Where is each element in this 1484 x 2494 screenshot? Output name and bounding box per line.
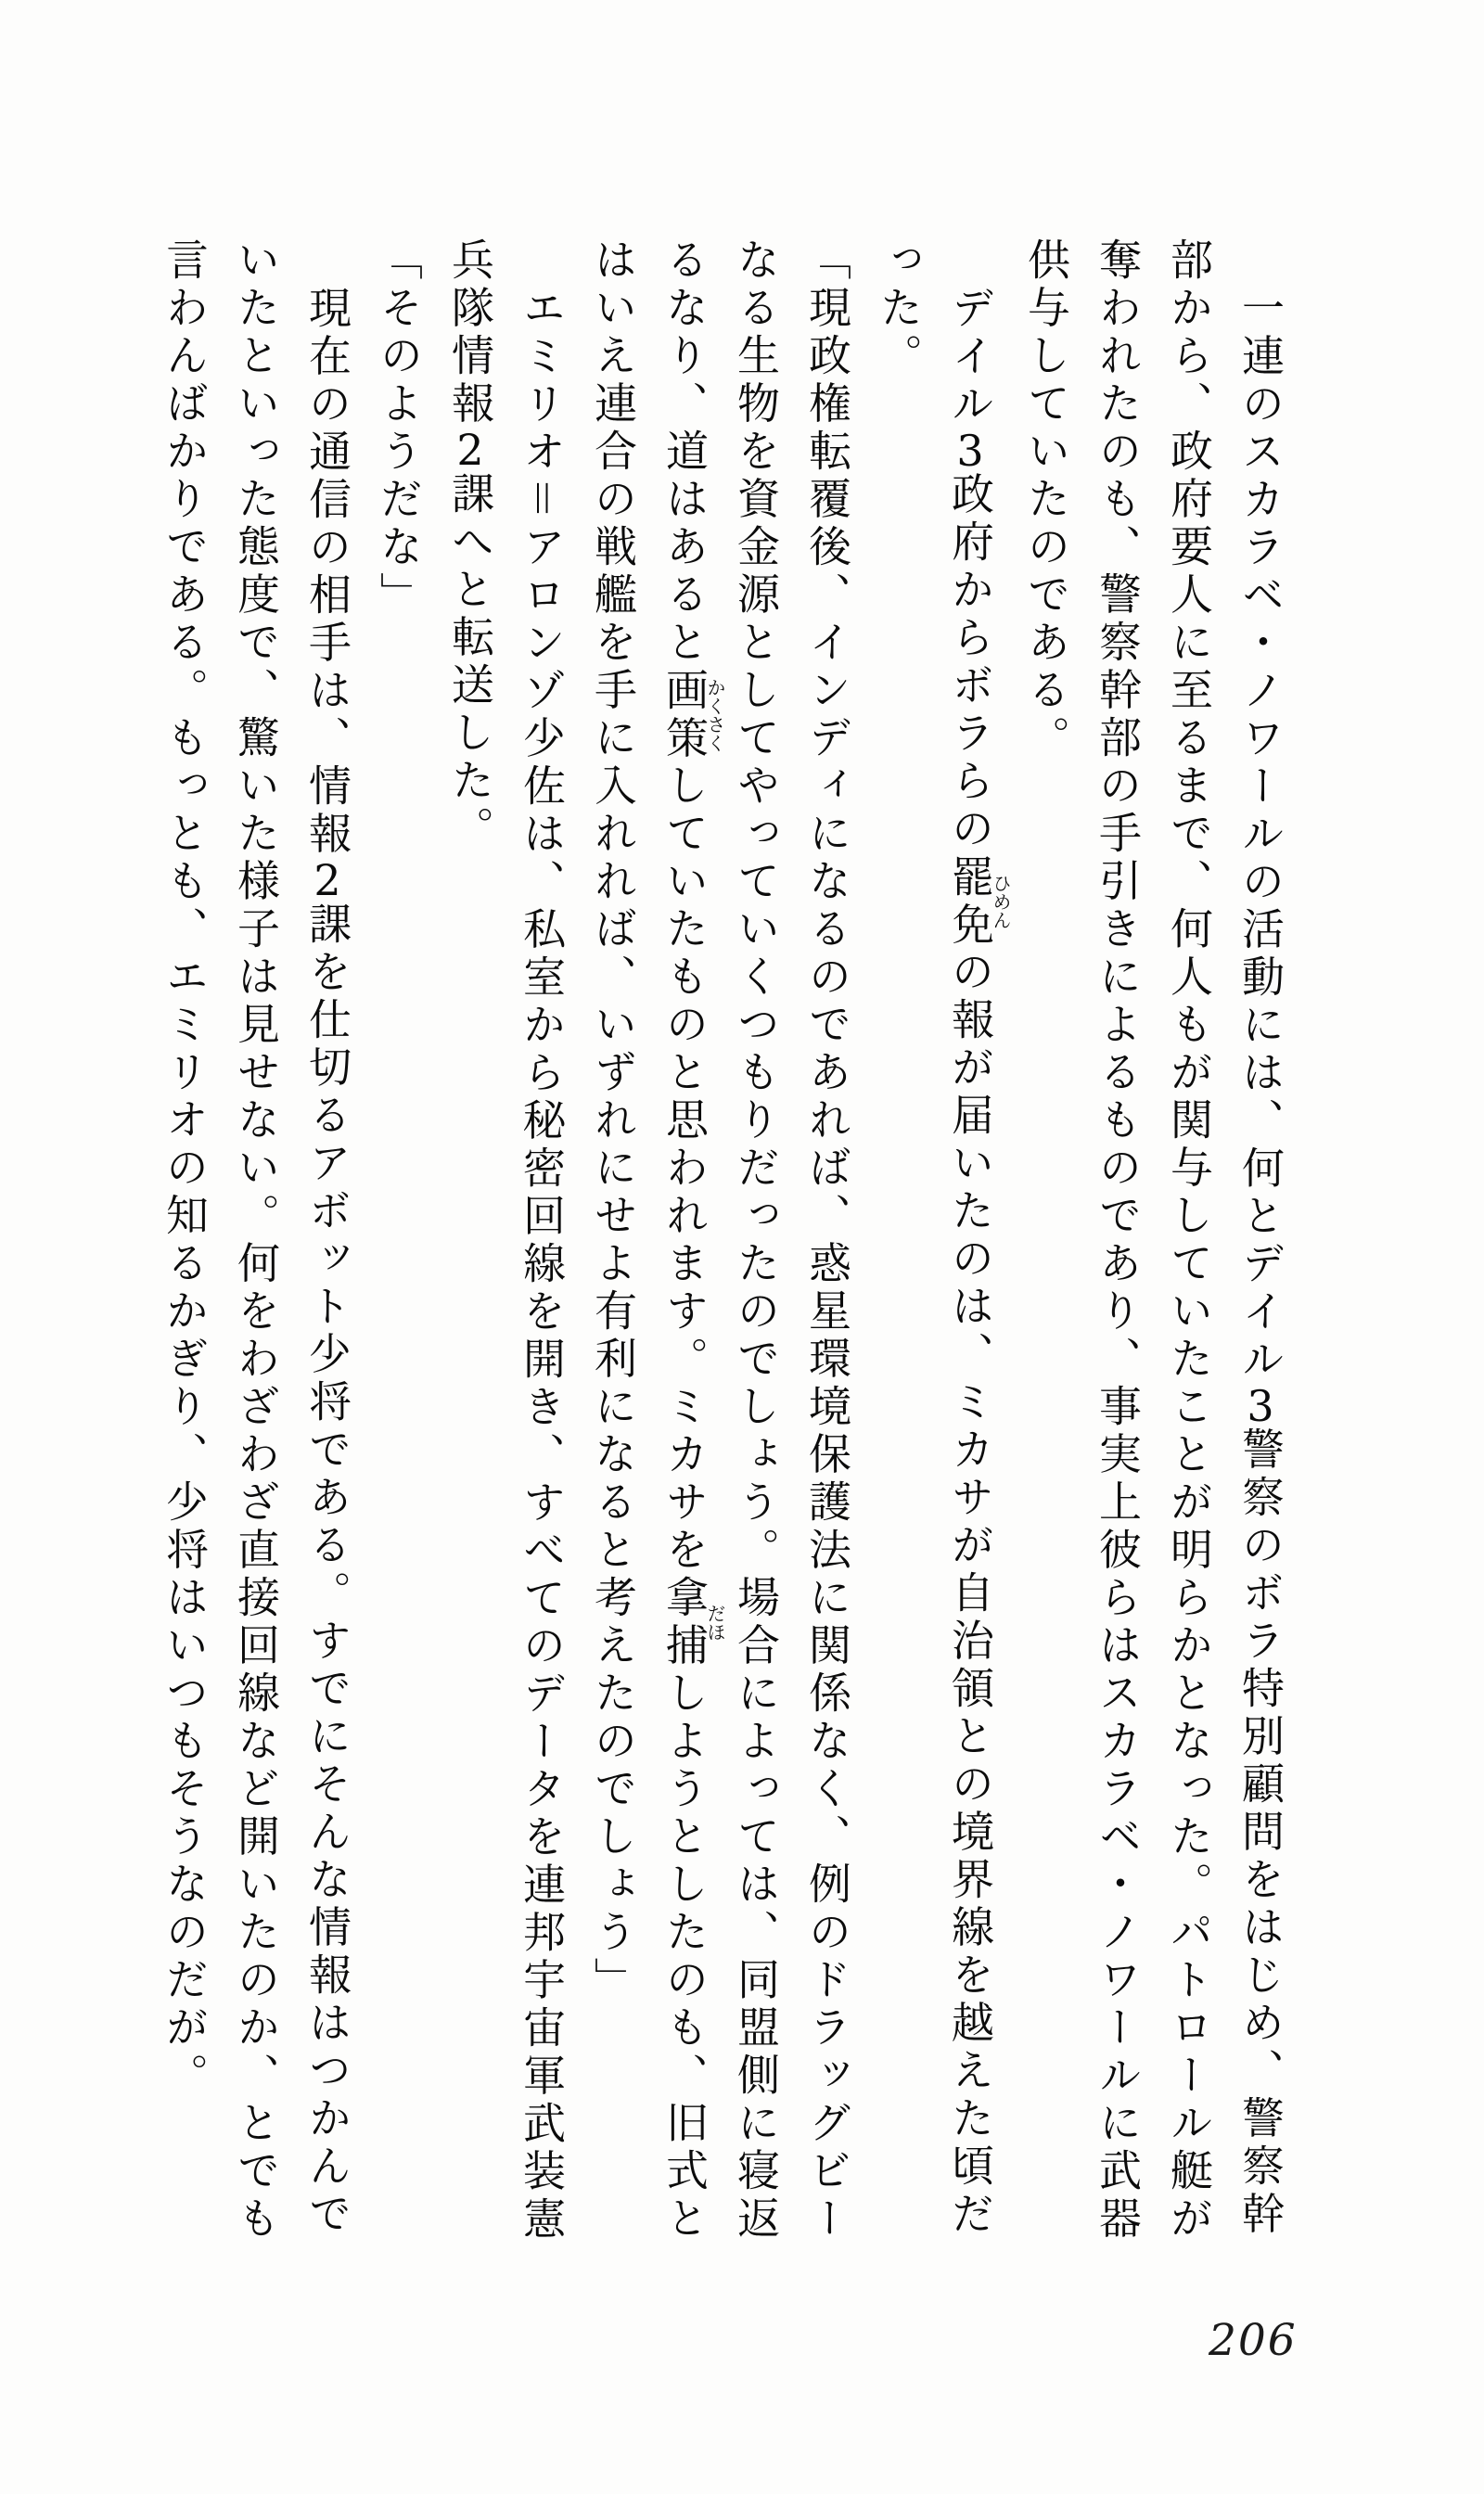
paragraph: 「そのようだな」 — [374, 237, 424, 620]
ruby-annotated-word: 拿捕だほ — [659, 1575, 726, 1670]
ruby-annotated-word: 画策かくさく — [659, 667, 726, 763]
paragraph: デイル3政府からボラらの罷免ひめんの報が届いたのは、ミカサが自治領との境界線を越えた頃だった。 — [874, 237, 1012, 2239]
tatechuyoko-digit: 2 — [456, 428, 484, 471]
furigana: ひめん — [990, 853, 1012, 950]
tatechuyoko-digit: 3 — [956, 428, 984, 472]
furigana: かくさく — [704, 667, 726, 763]
tatechuyoko-digit: 2 — [313, 859, 341, 902]
ruby-annotated-word: 罷免ひめん — [945, 853, 1012, 950]
furigana: だほ — [704, 1575, 726, 1670]
page-number: 206 — [1209, 2315, 1298, 2366]
paragraph: エミリオ＝アロンゾ少佐は、私室から秘密回線を開き、すべてのデータを連邦宇宙軍武装憲兵隊情報2課へと転送した。 — [445, 237, 567, 2245]
paragraph: 一連のスカラベ・ノワールの活動には、何とデイル3警察のボラ特別顧問をはじめ、警察幹部から、政府要人に至るまで、何人もが関与していたことが明らかとなった。パトロール艇が奪われたのも、警察幹部の手引きによるものであり、事実上彼らはスカラベ・ノワールに武器供与していたのである。 — [1021, 237, 1286, 2244]
paragraph: 「現政権転覆後、インディになるのであれば、惑星環境保護法に関係なく、例のドラッグビーなる生物を資金源としてやっていくつもりだったのでしょう。場合によっては、同盟側に寝返るなり、道はあると画策かくさくしていたものと思われます。ミカサを拿捕だほしようとしたのも、旧式とはいえ連合の戦艦を手に入れれば、いずれにせよ有利になると考えたのでしょう」 — [588, 237, 852, 2244]
paragraph: 現在の通信の相手は、情報2課を仕切るアボット少将である。すでにそんな情報はつかんでいたといった態度で、驚いた様子は見せない。何をわざわざ直接回線など開いたのか、とでも言わんばかりである。もっとも、エミリオの知るかぎり、少将はいつもそうなのだが。 — [160, 237, 352, 2244]
tatechuyoko-digit: 3 — [1247, 1384, 1274, 1427]
body-text — [151, 237, 1296, 2261]
